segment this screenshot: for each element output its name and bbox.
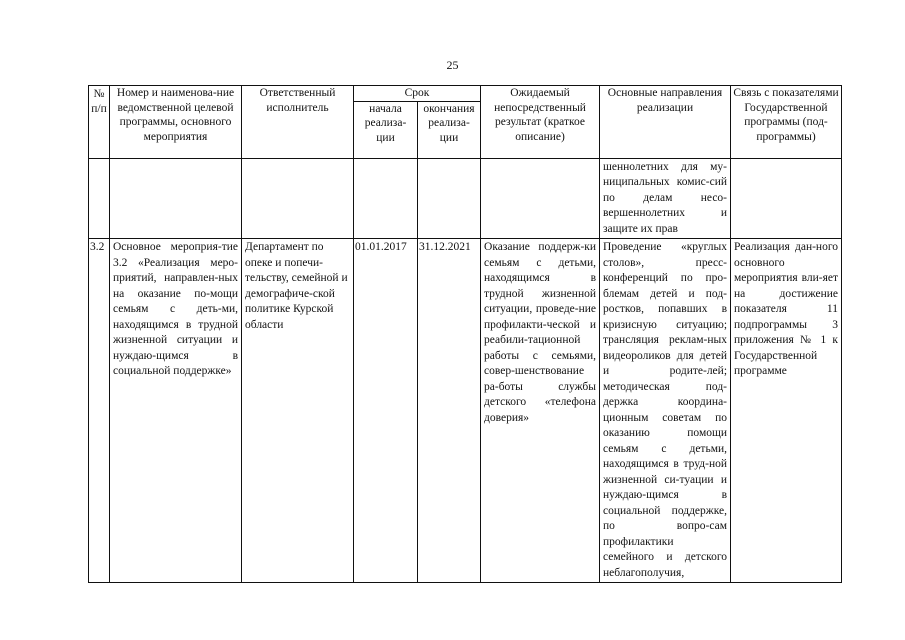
page-number: 25 [446,58,459,72]
table-row [89,158,842,239]
row-start: 01.01.2017 [354,239,418,583]
table-header-row [89,86,842,102]
program-activities-table [88,85,842,583]
row-result [481,158,600,239]
row-executor [242,158,354,239]
row-start [354,158,418,239]
header-num: № п/п [89,86,110,159]
header-directions: Основные направления реализации [600,86,731,159]
header-result: Ожидаемый непосредственный результат (краткое описание) [481,86,600,159]
header-term: Срок [354,86,481,102]
header-term-start: начала реализа-ции [354,101,418,158]
row-name [110,158,242,239]
header-term-end: окончания реализа-ции [418,101,481,158]
row-num [89,158,110,239]
header-link: Связь с показателями Государственной программы (под-программы) [731,86,842,159]
row-num: 3.2 [89,239,110,583]
row-end [418,158,481,239]
row-name: Основное мероприя-тие 3.2 «Реализация меро-приятий, направлен-ных на оказание по-мощи семьям с деть-ми, находящимся в трудной жизненной ситуации и нуждаю-щимся в социальной поддержке» [110,239,242,583]
row-end: 31.12.2021 [418,239,481,583]
row-link: Реализация дан-ного основного мероприятия вли-яет на достижение показателя 11 подпрограммы 3 приложения № 1 к Государственной программе [731,239,842,583]
row-result: Оказание поддерж-ки семьям с детьми, находящимся в трудной жизненной ситуации, проведе-ние профилакти-ческой и реабили-тационной работы с семьями, совер-шенствование ра-боты службы детского «телефона доверия» [481,239,600,583]
table-row [89,239,842,583]
row-directions: шеннолетних для му-ниципальных комис-сий по делам несо-вершеннолетних и защите их прав [600,158,731,239]
header-executor: Ответственный исполнитель [242,86,354,159]
row-link [731,158,842,239]
header-name: Номер и наименова-ние ведомственной целевой программы, основного мероприятия [110,86,242,159]
row-directions: Проведение «круглых столов», пресс-конференций по про-блемам детей и под-ростков, попавших в кризисную ситуацию; трансляция реклам-ных видеороликов для детей и родите-лей; методическая под-держка координа-ционным советам по оказанию помощи семьям с детьми, находящимся в труд-ной жизненной си-туации и нуждаю-щимся в социальной поддержке, по вопро-сам профилактики семейного и детского неблагополучия, [600,239,731,583]
row-executor: Департамент по опеке и попечи-тельству, семейной и демографиче-ской политике Курской области [242,239,354,583]
